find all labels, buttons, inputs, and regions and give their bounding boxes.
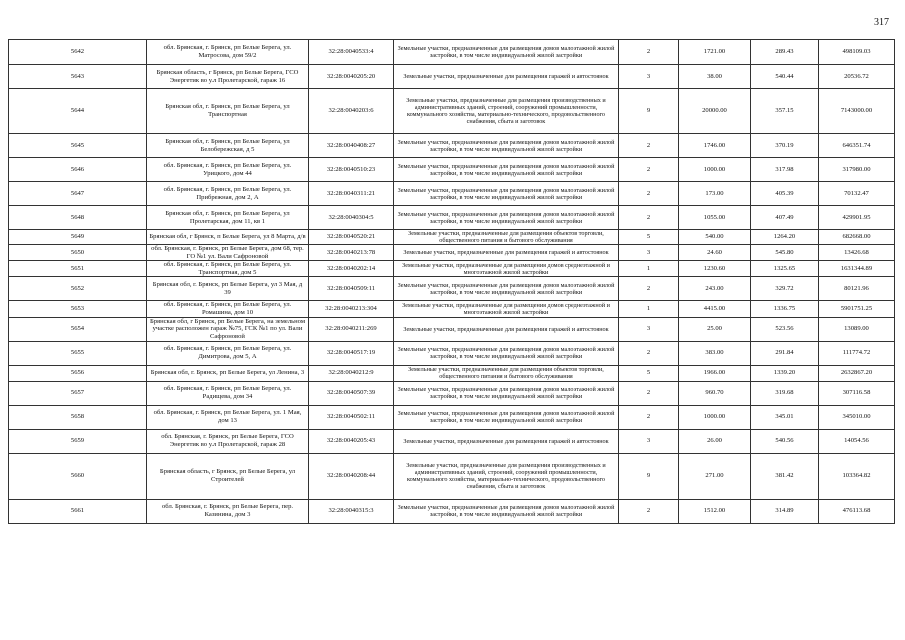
unit-price-cell: 1339.20 <box>751 365 819 381</box>
cadastral-number-cell: 32:28:0040212:9 <box>309 365 394 381</box>
area-cell: 4415.00 <box>679 301 751 317</box>
cadastral-number-cell: 32:28:0040208:44 <box>309 453 394 499</box>
land-use-description-cell: Земельные участки, предназначенные для размещения производственных и административных зданий, строений, сооружений промышленности, коммунального хозяйства, материально-технического, продовольственного снабжения, сбыта и заготовок <box>394 453 619 499</box>
table-row <box>9 261 895 277</box>
group-code-cell: 1 <box>619 261 679 277</box>
cadastral-value-cell: 476113.68 <box>819 499 895 523</box>
unit-price-cell: 357.15 <box>751 89 819 134</box>
cadastral-number-cell: 32:28:0040304:5 <box>309 206 394 230</box>
cadastral-value-cell: 111774.72 <box>819 341 895 365</box>
unit-price-cell: 317.98 <box>751 158 819 182</box>
group-code-cell: 2 <box>619 277 679 301</box>
area-cell: 243.00 <box>679 277 751 301</box>
cadastral-number-cell: 32:28:0040533:4 <box>309 40 394 65</box>
area-cell: 173.00 <box>679 182 751 206</box>
land-use-description-cell: Земельные участки, предназначенные для размещения объектов торговли, общественного питания и бытового обслуживания <box>394 230 619 245</box>
row-number: 5645 <box>9 134 147 158</box>
cadastral-value-cell: 20536.72 <box>819 65 895 89</box>
land-use-description-cell: Земельные участки, предназначенные для размещения домов малоэтажной жилой застройки, в том числе индивидуальной жилой застройки <box>394 206 619 230</box>
area-cell: 540.00 <box>679 230 751 245</box>
table-row <box>9 453 895 499</box>
table-row <box>9 277 895 301</box>
cadastral-value-cell: 13089.00 <box>819 317 895 341</box>
unit-price-cell: 319.68 <box>751 381 819 405</box>
table-row <box>9 317 895 341</box>
cadastral-number-cell: 32:28:0040211:269 <box>309 317 394 341</box>
table-row <box>9 182 895 206</box>
cadastral-value-table <box>8 39 895 524</box>
cadastral-number-cell: 32:28:0040507:39 <box>309 381 394 405</box>
address-cell: обл. Брянская, г. Брянск, рп Белые Берега, ул. Прибрежная, дом 2, А <box>147 182 309 206</box>
row-number: 5655 <box>9 341 147 365</box>
row-number: 5651 <box>9 261 147 277</box>
row-number: 5654 <box>9 317 147 341</box>
land-use-description-cell: Земельные участки, предназначенные для размещения домов среднеэтажной и многоэтажной жилой застройки <box>394 261 619 277</box>
land-use-description-cell: Земельные участки, предназначенные для размещения гаражей и автостоянок <box>394 65 619 89</box>
land-use-description-cell: Земельные участки, предназначенные для размещения объектов торговли, общественного питания и бытового обслуживания <box>394 365 619 381</box>
unit-price-cell: 407.49 <box>751 206 819 230</box>
table-row <box>9 429 895 453</box>
land-use-description-cell: Земельные участки, предназначенные для размещения домов малоэтажной жилой застройки, в том числе индивидуальной жилой застройки <box>394 499 619 523</box>
table-row <box>9 381 895 405</box>
area-cell: 1230.60 <box>679 261 751 277</box>
cadastral-value-cell: 646351.74 <box>819 134 895 158</box>
area-cell: 1055.00 <box>679 206 751 230</box>
area-cell: 24.60 <box>679 245 751 261</box>
area-cell: 38.00 <box>679 65 751 89</box>
group-code-cell: 3 <box>619 65 679 89</box>
cadastral-number-cell: 32:28:0040205:43 <box>309 429 394 453</box>
row-number: 5656 <box>9 365 147 381</box>
table-row <box>9 499 895 523</box>
cadastral-number-cell: 32:28:0040213:78 <box>309 245 394 261</box>
unit-price-cell: 1264.20 <box>751 230 819 245</box>
unit-price-cell: 540.44 <box>751 65 819 89</box>
cadastral-number-cell: 32:28:0040517:19 <box>309 341 394 365</box>
cadastral-number-cell: 32:28:0040202:14 <box>309 261 394 277</box>
land-use-description-cell: Земельные участки, предназначенные для размещения домов малоэтажной жилой застройки, в том числе индивидуальной жилой застройки <box>394 134 619 158</box>
unit-price-cell: 545.80 <box>751 245 819 261</box>
group-code-cell: 3 <box>619 429 679 453</box>
unit-price-cell: 329.72 <box>751 277 819 301</box>
address-cell: обл. Брянская, г. Брянск, рп Белые Берега, ул. Димитрова, дом 5, А <box>147 341 309 365</box>
address-cell: обл. Брянская, г. Брянск, рп Белые Берега, пер. Казинина, дом 3 <box>147 499 309 523</box>
address-cell: Брянская область, г Брянск, рп Белые Берега, ул Строителей <box>147 453 309 499</box>
unit-price-cell: 540.56 <box>751 429 819 453</box>
land-use-description-cell: Земельные участки, предназначенные для размещения домов малоэтажной жилой застройки, в том числе индивидуальной жилой застройки <box>394 182 619 206</box>
row-number: 5661 <box>9 499 147 523</box>
row-number: 5646 <box>9 158 147 182</box>
group-code-cell: 1 <box>619 301 679 317</box>
area-cell: 1966.00 <box>679 365 751 381</box>
cadastral-number-cell: 32:28:0040509:11 <box>309 277 394 301</box>
area-cell: 1746.00 <box>679 134 751 158</box>
unit-price-cell: 370.19 <box>751 134 819 158</box>
row-number: 5642 <box>9 40 147 65</box>
table-row <box>9 365 895 381</box>
group-code-cell: 2 <box>619 341 679 365</box>
cadastral-value-cell: 7143000.00 <box>819 89 895 134</box>
cadastral-value-cell: 80121.96 <box>819 277 895 301</box>
cadastral-value-cell: 70132.47 <box>819 182 895 206</box>
group-code-cell: 9 <box>619 89 679 134</box>
area-cell: 383.00 <box>679 341 751 365</box>
table-row <box>9 230 895 245</box>
unit-price-cell: 314.89 <box>751 499 819 523</box>
row-number: 5652 <box>9 277 147 301</box>
group-code-cell: 2 <box>619 134 679 158</box>
row-number: 5650 <box>9 245 147 261</box>
row-number: 5644 <box>9 89 147 134</box>
address-cell: обл. Брянская, г. Брянск, рп Белые Берега, ул. Урицкого, дом 44 <box>147 158 309 182</box>
row-number: 5653 <box>9 301 147 317</box>
table-row <box>9 158 895 182</box>
group-code-cell: 2 <box>619 405 679 429</box>
cadastral-value-cell: 14054.56 <box>819 429 895 453</box>
cadastral-number-cell: 32:28:0040315:3 <box>309 499 394 523</box>
land-use-description-cell: Земельные участки, предназначенные для размещения домов малоэтажной жилой застройки, в том числе индивидуальной жилой застройки <box>394 381 619 405</box>
cadastral-number-cell: 32:28:0040510:23 <box>309 158 394 182</box>
area-cell: 20000.00 <box>679 89 751 134</box>
table-row <box>9 301 895 317</box>
unit-price-cell: 405.39 <box>751 182 819 206</box>
cadastral-number-cell: 32:28:0040311:21 <box>309 182 394 206</box>
page-number: 317 <box>874 17 889 28</box>
group-code-cell: 2 <box>619 381 679 405</box>
table-row <box>9 40 895 65</box>
group-code-cell: 3 <box>619 245 679 261</box>
group-code-cell: 9 <box>619 453 679 499</box>
address-cell: обл. Брянская, г. Брянск, рп Белые Берега, ул. 1 Мая, дом 13 <box>147 405 309 429</box>
address-cell: Брянская обл, г Брянск, п Белые Берега, ул 8 Марта, д/в <box>147 230 309 245</box>
table-row <box>9 341 895 365</box>
cadastral-value-cell: 498109.03 <box>819 40 895 65</box>
unit-price-cell: 1325.65 <box>751 261 819 277</box>
group-code-cell: 5 <box>619 230 679 245</box>
cadastral-value-cell: 103364.82 <box>819 453 895 499</box>
land-use-description-cell: Земельные участки, предназначенные для размещения домов малоэтажной жилой застройки, в том числе индивидуальной жилой застройки <box>394 277 619 301</box>
table-row <box>9 245 895 261</box>
address-cell: обл. Брянская, г. Брянск, рп Белые Берега, ул. Ромашина, дом 10 <box>147 301 309 317</box>
area-cell: 271.00 <box>679 453 751 499</box>
unit-price-cell: 1336.75 <box>751 301 819 317</box>
land-use-description-cell: Земельные участки, предназначенные для размещения домов малоэтажной жилой застройки, в том числе индивидуальной жилой застройки <box>394 341 619 365</box>
land-use-description-cell: Земельные участки, предназначенные для размещения домов среднеэтажной и многоэтажной жилой застройки <box>394 301 619 317</box>
table-row <box>9 206 895 230</box>
address-cell: Брянская обл, г. Брянск, рп Белые Берега, ул Пролетарская, дом 11, кв 1 <box>147 206 309 230</box>
area-cell: 26.00 <box>679 429 751 453</box>
row-number: 5649 <box>9 230 147 245</box>
group-code-cell: 2 <box>619 206 679 230</box>
cadastral-value-cell: 307116.58 <box>819 381 895 405</box>
area-cell: 1512.00 <box>679 499 751 523</box>
address-cell: Брянская область, г Брянск, рп Белые Берега, ГСО Энергетик во у.л Пролетарской, гараж 16 <box>147 65 309 89</box>
cadastral-value-cell: 345010.00 <box>819 405 895 429</box>
area-cell: 960.70 <box>679 381 751 405</box>
cadastral-value-cell: 2632867.20 <box>819 365 895 381</box>
table-row <box>9 134 895 158</box>
row-number: 5658 <box>9 405 147 429</box>
land-use-description-cell: Земельные участки, предназначенные для размещения домов малоэтажной жилой застройки, в том числе индивидуальной жилой застройки <box>394 405 619 429</box>
area-cell: 1000.00 <box>679 158 751 182</box>
cadastral-number-cell: 32:28:0040203:6 <box>309 89 394 134</box>
cadastral-value-cell: 5901751.25 <box>819 301 895 317</box>
cadastral-number-cell: 32:28:0040520:21 <box>309 230 394 245</box>
address-cell: Брянская обл, г. Брянск, рп Белые Берега, ул Ленина, 3 <box>147 365 309 381</box>
unit-price-cell: 291.84 <box>751 341 819 365</box>
land-use-description-cell: Земельные участки, предназначенные для размещения домов малоэтажной жилой застройки, в том числе индивидуальной жилой застройки <box>394 40 619 65</box>
table-row <box>9 405 895 429</box>
cadastral-value-cell: 429901.95 <box>819 206 895 230</box>
row-number: 5657 <box>9 381 147 405</box>
group-code-cell: 2 <box>619 40 679 65</box>
cadastral-value-cell: 1631344.89 <box>819 261 895 277</box>
group-code-cell: 2 <box>619 158 679 182</box>
address-cell: обл. Брянская, г. Брянск, рп Белые Берега, ГСО Энергетик во у.л Пролетарской, гараж 28 <box>147 429 309 453</box>
cadastral-number-cell: 32:28:0040205:20 <box>309 65 394 89</box>
group-code-cell: 5 <box>619 365 679 381</box>
cadastral-value-cell: 13426.68 <box>819 245 895 261</box>
address-cell: обл. Брянская, г. Брянск, рп Белые Берега, ул. Матросова, дом 59/2 <box>147 40 309 65</box>
group-code-cell: 2 <box>619 182 679 206</box>
address-cell: Брянская обл, г. Брянск, рп Белые Берега, ул Транспортная <box>147 89 309 134</box>
unit-price-cell: 523.56 <box>751 317 819 341</box>
address-cell: обл. Брянская, г. Брянск, рп Белые Берега, ул. Транспортная, дом 5 <box>147 261 309 277</box>
group-code-cell: 3 <box>619 317 679 341</box>
cadastral-number-cell: 32:28:0040213:304 <box>309 301 394 317</box>
address-cell: обл. Брянская, г. Брянск, рп Белые Берега, ул. Радищева, дом 34 <box>147 381 309 405</box>
group-code-cell: 2 <box>619 499 679 523</box>
address-cell: обл. Брянская, г. Брянск, рп Белые Берега, дом 68, тер. ГО №1 ул. Вали Сафроновой <box>147 245 309 261</box>
cadastral-value-cell: 317980.00 <box>819 158 895 182</box>
area-cell: 25.00 <box>679 317 751 341</box>
cadastral-value-cell: 682668.00 <box>819 230 895 245</box>
row-number: 5643 <box>9 65 147 89</box>
row-number: 5647 <box>9 182 147 206</box>
area-cell: 1721.00 <box>679 40 751 65</box>
unit-price-cell: 381.42 <box>751 453 819 499</box>
address-cell: Брянская обл, г. Брянск, рп Белые Берега, ул Белобережская, д 5 <box>147 134 309 158</box>
table-row <box>9 65 895 89</box>
land-use-description-cell: Земельные участки, предназначенные для размещения гаражей и автостоянок <box>394 245 619 261</box>
table-row <box>9 89 895 134</box>
unit-price-cell: 345.01 <box>751 405 819 429</box>
land-use-description-cell: Земельные участки, предназначенные для размещения гаражей и автостоянок <box>394 429 619 453</box>
area-cell: 1000.00 <box>679 405 751 429</box>
land-use-description-cell: Земельные участки, предназначенные для размещения производственных и административных зданий, строений, сооружений промышленности, коммунального хозяйства, материально-технического, продовольственного снабжения, сбыта и заготовок <box>394 89 619 134</box>
row-number: 5660 <box>9 453 147 499</box>
address-cell: Брянская обл, г. Брянск, рп Белые Берега, ул 3 Мая, д 39 <box>147 277 309 301</box>
address-cell: Брянская обл, г Брянск, рп Белые Берега, на земельном участке расположен гараж №75, ГСК №1 по ул. Вали Сафроновой <box>147 317 309 341</box>
row-number: 5648 <box>9 206 147 230</box>
land-use-description-cell: Земельные участки, предназначенные для размещения гаражей и автостоянок <box>394 317 619 341</box>
unit-price-cell: 289.43 <box>751 40 819 65</box>
land-use-description-cell: Земельные участки, предназначенные для размещения домов малоэтажной жилой застройки, в том числе индивидуальной жилой застройки <box>394 158 619 182</box>
cadastral-number-cell: 32:28:0040408:27 <box>309 134 394 158</box>
row-number: 5659 <box>9 429 147 453</box>
cadastral-number-cell: 32:28:0040502:11 <box>309 405 394 429</box>
